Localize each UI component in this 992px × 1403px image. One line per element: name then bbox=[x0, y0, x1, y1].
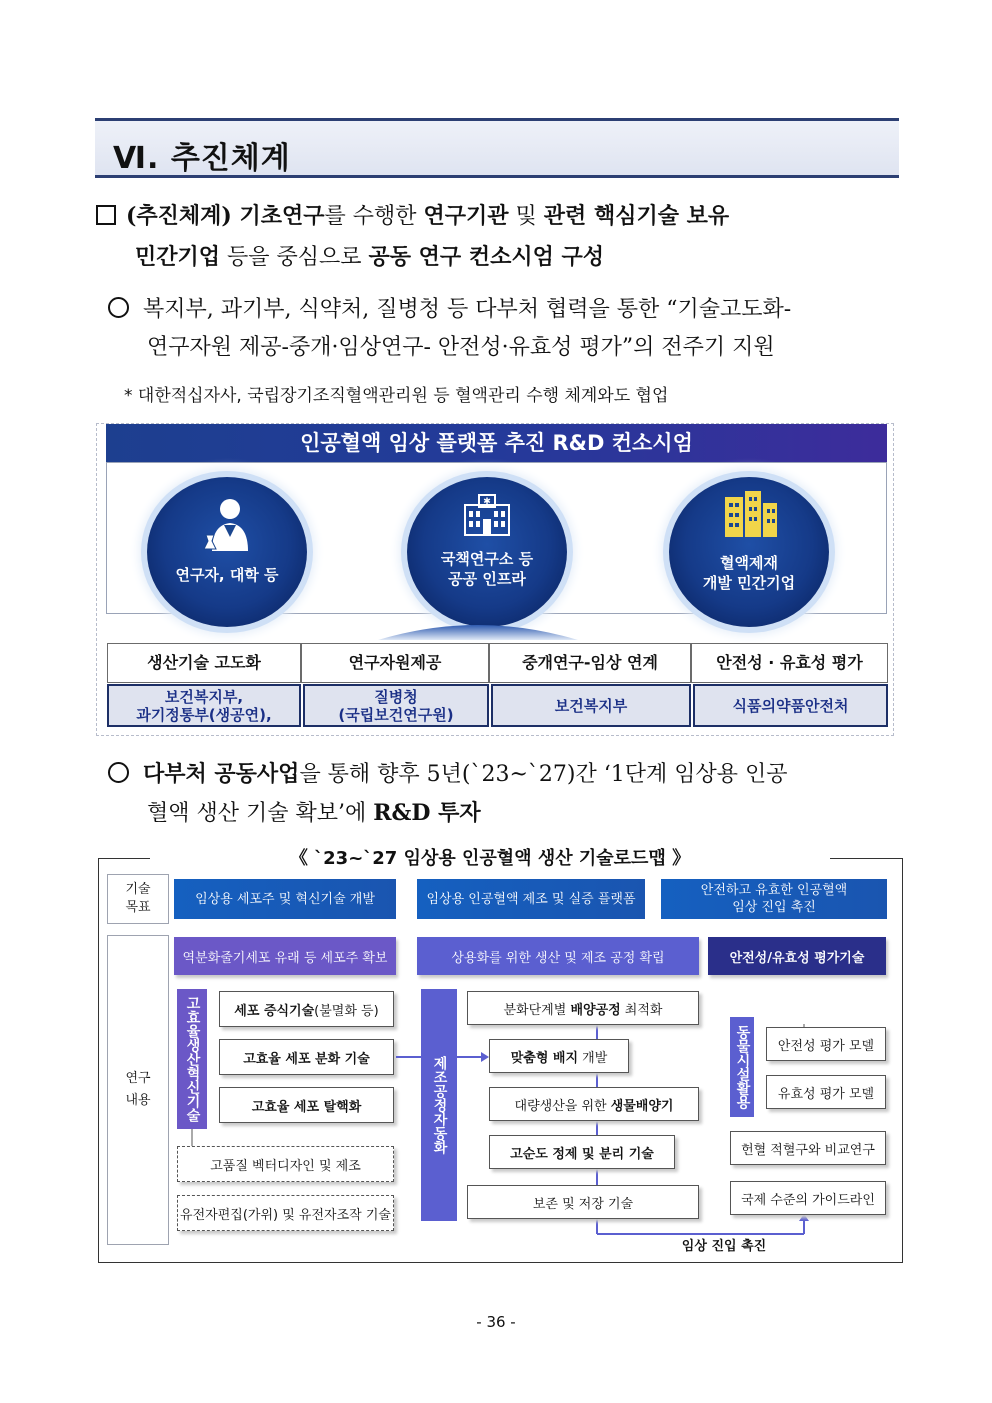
header-evaluation: 안전성/유효성 평가기술 bbox=[708, 937, 886, 975]
svg-text:✱: ✱ bbox=[483, 497, 491, 507]
right-box-2: 유효성 평가 모델 bbox=[766, 1075, 886, 1109]
box-text: 최적화 bbox=[620, 1002, 663, 1018]
square-bullet-icon bbox=[96, 205, 116, 225]
company-buildings-icon bbox=[721, 489, 779, 539]
right-box-1: 안전성 평가 모델 bbox=[766, 1027, 886, 1061]
text-run: 등을 중심으로 bbox=[220, 245, 369, 270]
box-text: 맞춤형 배지 bbox=[510, 1050, 579, 1066]
goal-3: 안전하고 유효한 인공혈액 임상 진입 촉진 bbox=[661, 879, 887, 919]
text-run: 관련 핵심기술 보유 bbox=[543, 203, 730, 229]
box-text: 분화단계별 bbox=[503, 1002, 571, 1018]
circle-researcher: 연구자, 대학 등 bbox=[147, 477, 307, 627]
mid-box-2 bbox=[489, 1039, 629, 1073]
row-label-goal: 기술 목표 bbox=[107, 874, 169, 924]
box-text: 배양공정 bbox=[570, 1002, 621, 1018]
vbar-process-automation: 제조공정자동화 bbox=[421, 989, 457, 1221]
text-run: 다부처 공동사업 bbox=[143, 761, 300, 787]
consortium-title: 인공혈액 임상 플랫폼 추진 R&D 컨소시엄 bbox=[106, 424, 887, 462]
roadmap-figure bbox=[98, 858, 903, 1263]
page-number: - 36 - bbox=[476, 1313, 516, 1331]
table-header: 생산기술 고도화 bbox=[107, 643, 301, 683]
circle-institute: ✱ 국책연구소 등 공공 인프라 bbox=[407, 477, 567, 627]
text-run: 를 수행한 bbox=[324, 204, 424, 229]
header-cell-line: 역분화줄기세포 유래 등 세포주 확보 bbox=[174, 937, 396, 975]
box-text: (불멸화 등) bbox=[314, 1003, 379, 1019]
institute-building-icon bbox=[459, 489, 515, 537]
up-arrow-icon bbox=[378, 618, 578, 640]
box-text: 개발 bbox=[578, 1050, 608, 1066]
table-header: 연구자원제공 bbox=[301, 643, 489, 683]
consortium-panel bbox=[106, 462, 887, 614]
para3-line2 bbox=[147, 793, 481, 834]
table-header: 중개연구-임상 연계 bbox=[489, 643, 691, 683]
vbar-animal-facility: 동물시설활용 bbox=[730, 1017, 754, 1117]
box-text: 고효율 세포 분화 기술 bbox=[243, 1051, 370, 1067]
box-text: 고순도 정제 및 분리 기술 bbox=[510, 1146, 654, 1162]
table-cell: 식품의약품안전처 bbox=[693, 684, 888, 727]
mid-box-3 bbox=[489, 1087, 699, 1121]
mid-box-4 bbox=[489, 1135, 675, 1169]
goal-1: 임상용 세포주 및 혁신기술 개발 bbox=[174, 879, 396, 919]
table-cell: 보건복지부 bbox=[491, 684, 691, 727]
clinical-entry-label: 임상 진입 촉진 bbox=[649, 1235, 799, 1253]
para3-line1 bbox=[108, 754, 788, 795]
roadmap-title: 《 `23~`27 임상용 인공혈액 생산 기술로드맵 》 bbox=[150, 846, 830, 872]
goal-2: 임상용 인공혈액 제조 및 실증 플랫폼 bbox=[417, 879, 645, 919]
circle-bullet-icon bbox=[108, 297, 129, 318]
table-cell: 질병청 (국립보건연구원) bbox=[303, 684, 489, 727]
box-text: 생물배양기 bbox=[610, 1098, 674, 1114]
left-dashed-box-2: 유전자편집(가위) 및 유전자조작 기술 bbox=[177, 1195, 394, 1231]
agency-table bbox=[107, 643, 888, 727]
box-text: 보존 및 저장 기술 bbox=[532, 1196, 634, 1212]
table-cell: 보건복지부, 과기정통부(생공연), bbox=[107, 684, 301, 727]
para1-line2 bbox=[135, 237, 604, 278]
text-run: (추진체계) bbox=[126, 203, 240, 229]
right-box-3: 헌혈 적혈구와 비교연구 bbox=[730, 1131, 886, 1165]
mid-box-5 bbox=[467, 1185, 699, 1219]
left-dashed-box-1: 고품질 벡터디자인 및 제조 bbox=[177, 1146, 394, 1182]
text-run: 을 통해 향후 5년(`23~`27)간 ‘1단계 임상용 인공 bbox=[299, 762, 788, 787]
box-text: 세포 증식기술 bbox=[234, 1003, 315, 1019]
mid-box-1 bbox=[467, 991, 699, 1025]
para2-line2: 연구자원 제공-중개·임상연구- 안전성·유효성 평가”의 전주기 지원 bbox=[147, 335, 775, 360]
text-run: 혈액 생산 기술 확보’에 bbox=[147, 801, 374, 826]
table-header: 안전성 · 유효성 평가 bbox=[691, 643, 888, 683]
box-text: 대량생산을 위한 bbox=[514, 1098, 611, 1114]
right-box-4: 국제 수준의 가이드라인 bbox=[730, 1181, 886, 1215]
footnote: * 대한적십자사, 국립장기조직혈액관리원 등 혈액관리 수행 체계와도 협업 bbox=[124, 386, 669, 406]
text-run: 연구기관 bbox=[423, 203, 509, 229]
text-run: 민간기업 bbox=[135, 244, 221, 270]
text-run: R&D 투자 bbox=[373, 800, 481, 826]
text-run: 공동 연구 컨소시엄 구성 bbox=[368, 244, 605, 270]
section-header bbox=[95, 118, 899, 178]
researcher-icon bbox=[202, 495, 254, 551]
box-text: 고효율 세포 탈핵화 bbox=[251, 1099, 362, 1115]
text-run: 및 bbox=[508, 204, 544, 229]
row-label-content: 연구 내용 bbox=[107, 935, 169, 1245]
circle-company: 혈액제재 개발 민간기업 bbox=[669, 477, 829, 627]
para2-line1: 복지부, 과기부, 식약처, 질병청 등 다부처 협력을 통한 “기술고도화- bbox=[108, 290, 791, 330]
circle-bullet-icon bbox=[108, 762, 129, 783]
vbar-high-efficiency: 고효율생산혁신기술 bbox=[177, 989, 207, 1129]
text-run: 기초연구 bbox=[239, 203, 325, 229]
section-title: Ⅵ. 추진체계 bbox=[113, 141, 291, 176]
header-process: 상용화를 위한 생산 및 제조 공정 확립 bbox=[417, 937, 699, 975]
para1-line1 bbox=[96, 196, 729, 237]
